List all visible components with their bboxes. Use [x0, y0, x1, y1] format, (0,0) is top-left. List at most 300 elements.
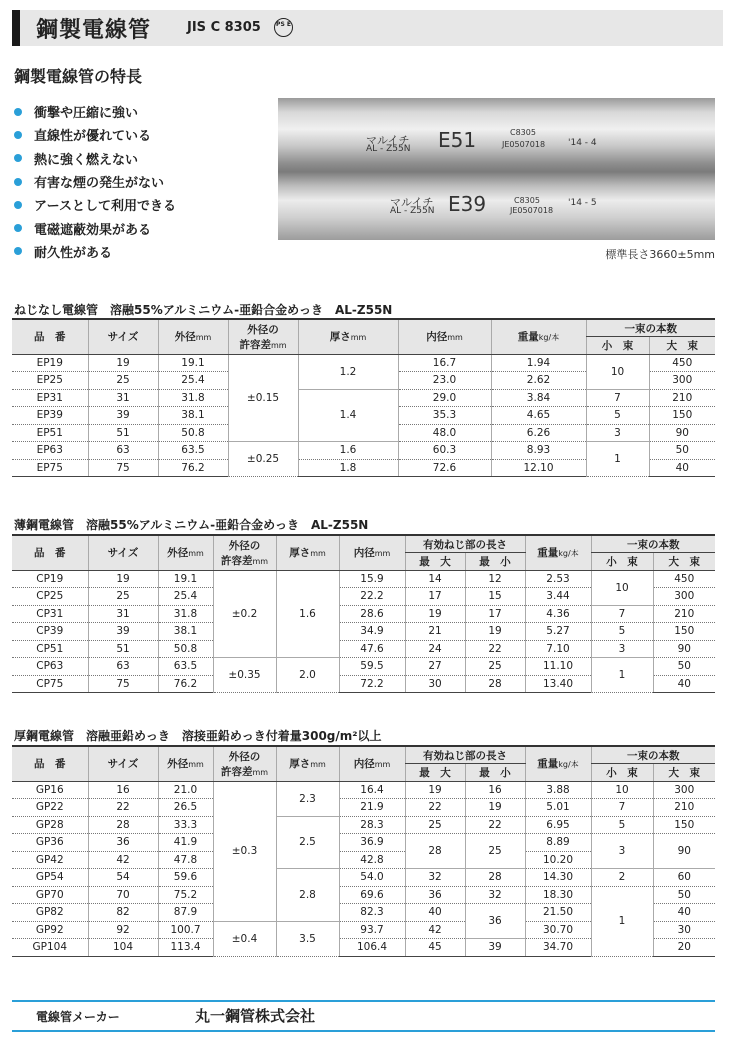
table-cell: 39: [88, 623, 158, 641]
table-cell: 3: [591, 834, 653, 869]
table-cell: 300: [649, 372, 715, 390]
table-cell: 21.50: [525, 904, 591, 922]
table-cell: 11.10: [525, 658, 591, 676]
table-cell: 29.0: [398, 389, 491, 407]
table-cell: 4.65: [491, 407, 586, 425]
table-cell: 60.3: [398, 442, 491, 460]
bullet-icon: [14, 131, 22, 139]
table-cell: CP19: [12, 570, 88, 588]
col-size: サイズ: [88, 319, 158, 354]
table-cell: ±0.2: [213, 570, 276, 658]
col-outer: 外径mm: [158, 535, 213, 570]
col-min: 最 小: [465, 764, 525, 782]
table-cell: 10: [591, 781, 653, 799]
table-cell: 28: [465, 675, 525, 693]
pipe-code: JE0507018: [510, 206, 554, 215]
table-cell: 50: [653, 886, 715, 904]
table-cell: 6.26: [491, 424, 586, 442]
table-cell: 19: [405, 605, 465, 623]
col-tolerance: 外径の 許容差mm: [213, 746, 276, 781]
table-cell: 36.9: [339, 834, 405, 852]
table-cell: EP75: [12, 459, 88, 477]
table-cell: 63.5: [158, 442, 228, 460]
table-cell: 28.3: [339, 816, 405, 834]
table-cell: ±0.3: [213, 781, 276, 921]
table-cell: CP51: [12, 640, 88, 658]
table-cell: 39: [465, 939, 525, 957]
table-cell: GP70: [12, 886, 88, 904]
list-item: 熱に強く燃えない: [14, 147, 176, 170]
col-large: 大 束: [653, 553, 715, 571]
table-cell: 40: [653, 675, 715, 693]
cp-section-title: 薄鋼電線管 溶融55%アルミニウム-亜鉛合金めっき AL-Z55N: [14, 518, 369, 532]
table-cell: 31: [88, 389, 158, 407]
table-row: [12, 816, 715, 834]
table-cell: 34.70: [525, 939, 591, 957]
table-cell: 19: [465, 799, 525, 817]
table-cell: EP19: [12, 354, 88, 372]
table-cell: 63: [88, 442, 158, 460]
table-cell: EP63: [12, 442, 88, 460]
table-cell: 34.9: [339, 623, 405, 641]
table-cell: 10.20: [525, 851, 591, 869]
table-cell: 2.5: [276, 816, 339, 869]
table-cell: 35.3: [398, 407, 491, 425]
table-cell: 28.6: [339, 605, 405, 623]
table-cell: 87.9: [158, 904, 213, 922]
pipe-jis: C8305: [510, 128, 536, 137]
table-cell: 38.1: [158, 623, 213, 641]
table-cell: 450: [653, 570, 715, 588]
table-row: [12, 570, 715, 588]
features-list: [14, 100, 176, 263]
table-cell: 50.8: [158, 640, 213, 658]
table-cell: GP54: [12, 869, 88, 887]
table-cell: 25.4: [158, 372, 228, 390]
pipe-date: '14 - 5: [568, 198, 597, 208]
col-thread: 有効ねじ部の長さ: [405, 746, 525, 764]
table-cell: 19.1: [158, 354, 228, 372]
list-item: アースとして利用できる: [14, 193, 176, 216]
gp-section-title: 厚鋼電線管 溶融亜鉛めっき 溶接亜鉛めっき付着量300g/m²以上: [14, 729, 382, 743]
table-cell: 10: [586, 354, 649, 389]
table-cell: 14: [405, 570, 465, 588]
col-inner: 内径mm: [339, 746, 405, 781]
table-cell: GP82: [12, 904, 88, 922]
table-cell: GP28: [12, 816, 88, 834]
table-cell: 93.7: [339, 921, 405, 939]
header-bar: [12, 10, 20, 46]
bullet-icon: [14, 201, 22, 209]
pipe-size: E51: [438, 128, 477, 152]
col-inner: 内径mm: [339, 535, 405, 570]
table-cell: 19: [88, 354, 158, 372]
table-cell: 14.30: [525, 869, 591, 887]
table-cell: 38.1: [158, 407, 228, 425]
table-cell: 90: [649, 424, 715, 442]
table-cell: 22.2: [339, 588, 405, 606]
footer-company: 丸一鋼管株式会社: [195, 1007, 316, 1025]
table-cell: 12: [465, 570, 525, 588]
table-cell: 30.70: [525, 921, 591, 939]
table-cell: 3.84: [491, 389, 586, 407]
col-thickness: 厚さmm: [276, 746, 339, 781]
table-cell: GP22: [12, 799, 88, 817]
table-cell: 20: [653, 939, 715, 957]
table-cell: 5: [586, 407, 649, 425]
table-cell: 50.8: [158, 424, 228, 442]
table-row: [12, 799, 715, 817]
table-cell: 25: [405, 816, 465, 834]
table-cell: 150: [653, 623, 715, 641]
table-cell: 1.8: [298, 459, 398, 477]
table-cell: 450: [649, 354, 715, 372]
photo-caption: 標準長さ3660±5mm: [605, 248, 715, 261]
table-cell: 7: [591, 605, 653, 623]
table-cell: GP104: [12, 939, 88, 957]
page-title: 鋼製電線管: [36, 18, 152, 43]
table-cell: 50: [649, 442, 715, 460]
table-cell: EP51: [12, 424, 88, 442]
table-cell: GP16: [12, 781, 88, 799]
table-cell: 42: [405, 921, 465, 939]
col-small: 小 束: [591, 764, 653, 782]
col-bundle: 一束の本数: [591, 535, 715, 553]
table-cell: CP63: [12, 658, 88, 676]
table-cell: 17: [405, 588, 465, 606]
col-size: サイズ: [88, 746, 158, 781]
table-cell: 3.44: [525, 588, 591, 606]
table-cell: GP42: [12, 851, 88, 869]
table-cell: 42.8: [339, 851, 405, 869]
col-outer: 外径mm: [158, 319, 228, 354]
footer-label: 電線管メーカー: [36, 1010, 120, 1024]
bullet-icon: [14, 247, 22, 255]
table-cell: 13.40: [525, 675, 591, 693]
table-cell: 12.10: [491, 459, 586, 477]
col-tolerance: 外径の 許容差mm: [228, 319, 298, 354]
table-cell: 3: [586, 424, 649, 442]
table-cell: 69.6: [339, 886, 405, 904]
list-item: 有害な煙の発生がない: [14, 170, 176, 193]
col-size: サイズ: [88, 535, 158, 570]
table-cell: 1: [586, 442, 649, 477]
table-cell: CP25: [12, 588, 88, 606]
table-cell: 32: [465, 886, 525, 904]
table-cell: 42: [88, 851, 158, 869]
table-cell: 1.6: [298, 442, 398, 460]
table-row: [12, 389, 715, 407]
table-cell: 4.36: [525, 605, 591, 623]
table-cell: CP75: [12, 675, 88, 693]
table-cell: 1.6: [276, 570, 339, 658]
table-cell: 51: [88, 640, 158, 658]
col-small: 小 束: [591, 553, 653, 571]
table-cell: 7: [586, 389, 649, 407]
table-cell: 2.53: [525, 570, 591, 588]
table-cell: 150: [653, 816, 715, 834]
features-title: 鋼製電線管の特長: [14, 67, 143, 86]
table-cell: 22: [405, 799, 465, 817]
table-cell: 25: [465, 834, 525, 869]
table-cell: 100.7: [158, 921, 213, 939]
table-cell: 16.4: [339, 781, 405, 799]
table-cell: 6.95: [525, 816, 591, 834]
table-cell: GP36: [12, 834, 88, 852]
col-bundle: 一束の本数: [586, 319, 715, 337]
table-cell: 2.62: [491, 372, 586, 390]
table-cell: 36: [465, 904, 525, 939]
col-max: 最 大: [405, 553, 465, 571]
col-tolerance: 外径の 許容差mm: [213, 535, 276, 570]
table-row: [12, 605, 715, 623]
table-cell: 59.5: [339, 658, 405, 676]
table-cell: 59.6: [158, 869, 213, 887]
col-weight: 重量kg/本: [525, 535, 591, 570]
table-cell: 27: [405, 658, 465, 676]
table-cell: 24: [405, 640, 465, 658]
col-inner: 内径mm: [398, 319, 491, 354]
table-row: [12, 442, 715, 460]
col-hinban: 品 番: [12, 535, 88, 570]
conduit-photo: [278, 98, 715, 240]
table-cell: 25: [88, 588, 158, 606]
gp-table: [12, 745, 715, 957]
table-cell: 47.6: [339, 640, 405, 658]
col-weight: 重量kg/本: [491, 319, 586, 354]
footer-bottom-rule: [12, 1030, 715, 1032]
pipe-brand: マルイチ: [390, 196, 434, 209]
table-cell: 90: [653, 834, 715, 869]
table-cell: 25: [88, 372, 158, 390]
table-cell: 23.0: [398, 372, 491, 390]
table-row: [12, 640, 715, 658]
table-cell: 30: [405, 675, 465, 693]
col-hinban: 品 番: [12, 746, 88, 781]
table-cell: 90: [653, 640, 715, 658]
table-cell: 19: [88, 570, 158, 588]
table-cell: 2: [591, 869, 653, 887]
table-cell: 2.3: [276, 781, 339, 816]
pipe-brand: マルイチ: [366, 134, 410, 147]
list-item: 衝撃や圧縮に強い: [14, 100, 176, 123]
list-item: 電磁遮蔽効果がある: [14, 216, 176, 239]
pipe-grade: AL - Z55N: [366, 144, 411, 154]
table-cell: 60: [653, 869, 715, 887]
table-cell: 1: [591, 658, 653, 693]
pipe-date: '14 - 4: [568, 138, 597, 148]
table-cell: 22: [88, 799, 158, 817]
table-cell: 5.01: [525, 799, 591, 817]
table-cell: 50: [653, 658, 715, 676]
table-row: [12, 834, 715, 852]
table-cell: 15.9: [339, 570, 405, 588]
col-bundle: 一束の本数: [591, 746, 715, 764]
table-cell: 8.89: [525, 834, 591, 852]
table-cell: 22: [465, 640, 525, 658]
table-cell: 76.2: [158, 459, 228, 477]
table-cell: 48.0: [398, 424, 491, 442]
table-cell: CP39: [12, 623, 88, 641]
table-cell: 210: [653, 605, 715, 623]
col-thickness: 厚さmm: [276, 535, 339, 570]
pipe-code: JE0507018: [502, 140, 546, 149]
table-cell: 41.9: [158, 834, 213, 852]
table-cell: 28: [465, 869, 525, 887]
table-cell: 1.94: [491, 354, 586, 372]
col-max: 最 大: [405, 764, 465, 782]
page-header: [12, 10, 723, 46]
table-cell: 51: [88, 424, 158, 442]
table-cell: 1.4: [298, 389, 398, 442]
table-cell: 18.30: [525, 886, 591, 904]
table-cell: 30: [653, 921, 715, 939]
table-cell: 92: [88, 921, 158, 939]
table-row: [12, 869, 715, 887]
table-cell: 25.4: [158, 588, 213, 606]
table-row: [12, 658, 715, 676]
table-cell: 300: [653, 781, 715, 799]
table-row: [12, 354, 715, 372]
col-thickness: 厚さmm: [298, 319, 398, 354]
table-cell: 19: [465, 623, 525, 641]
bullet-icon: [14, 108, 22, 116]
table-cell: 210: [649, 389, 715, 407]
pse-mark-icon: PS E: [274, 18, 293, 37]
table-cell: 54.0: [339, 869, 405, 887]
table-cell: 16.7: [398, 354, 491, 372]
table-cell: 36: [405, 886, 465, 904]
table-cell: EP25: [12, 372, 88, 390]
table-cell: EP31: [12, 389, 88, 407]
table-cell: 2.8: [276, 869, 339, 922]
table-cell: 70: [88, 886, 158, 904]
table-cell: 19.1: [158, 570, 213, 588]
cp-table: [12, 534, 715, 693]
table-cell: 7.10: [525, 640, 591, 658]
footer-top-rule: [12, 1000, 715, 1002]
table-cell: 300: [653, 588, 715, 606]
jis-standard: JIS C 8305: [187, 20, 261, 35]
table-cell: 75: [88, 459, 158, 477]
table-cell: ±0.25: [228, 442, 298, 477]
col-thread: 有効ねじ部の長さ: [405, 535, 525, 553]
table-cell: 31.8: [158, 389, 228, 407]
table-cell: 31.8: [158, 605, 213, 623]
table-cell: 21: [405, 623, 465, 641]
table-cell: 16: [465, 781, 525, 799]
col-large: 大 束: [653, 764, 715, 782]
table-cell: 22: [465, 816, 525, 834]
table-cell: 26.5: [158, 799, 213, 817]
list-item: 直線性が優れている: [14, 123, 176, 146]
table-cell: 210: [653, 799, 715, 817]
col-outer: 外径mm: [158, 746, 213, 781]
table-cell: 3.5: [276, 921, 339, 956]
table-cell: 40: [405, 904, 465, 922]
col-large: 大 束: [649, 337, 715, 355]
table-cell: GP92: [12, 921, 88, 939]
table-cell: 17: [465, 605, 525, 623]
ep-table: [12, 318, 715, 477]
pipe-jis: C8305: [514, 196, 540, 205]
table-cell: 82: [88, 904, 158, 922]
col-min: 最 小: [465, 553, 525, 571]
bullet-icon: [14, 224, 22, 232]
bullet-icon: [14, 154, 22, 162]
table-cell: 15: [465, 588, 525, 606]
table-cell: 5: [591, 816, 653, 834]
table-cell: 40: [649, 459, 715, 477]
list-item: 耐久性がある: [14, 240, 176, 263]
table-cell: 72.2: [339, 675, 405, 693]
table-cell: 63.5: [158, 658, 213, 676]
col-small: 小 束: [586, 337, 649, 355]
table-cell: 19: [405, 781, 465, 799]
table-cell: CP31: [12, 605, 88, 623]
table-cell: 21.0: [158, 781, 213, 799]
table-cell: 75.2: [158, 886, 213, 904]
col-weight: 重量kg/本: [525, 746, 591, 781]
table-cell: 47.8: [158, 851, 213, 869]
table-cell: 75: [88, 675, 158, 693]
table-cell: 10: [591, 570, 653, 605]
table-cell: 31: [88, 605, 158, 623]
table-cell: EP39: [12, 407, 88, 425]
table-cell: 1: [591, 886, 653, 956]
table-cell: 104: [88, 939, 158, 957]
ep-section-title: ねじなし電線管 溶融55%アルミニウム-亜鉛合金めっき AL-Z55N: [14, 303, 393, 317]
table-cell: 2.0: [276, 658, 339, 693]
table-cell: 150: [649, 407, 715, 425]
table-cell: 3: [591, 640, 653, 658]
table-row: [12, 781, 715, 799]
table-cell: 76.2: [158, 675, 213, 693]
table-cell: 45: [405, 939, 465, 957]
table-cell: 72.6: [398, 459, 491, 477]
table-cell: 28: [88, 816, 158, 834]
table-cell: ±0.15: [228, 354, 298, 442]
table-cell: ±0.35: [213, 658, 276, 693]
table-cell: 32: [405, 869, 465, 887]
table-cell: 36: [88, 834, 158, 852]
table-cell: 39: [88, 407, 158, 425]
table-cell: 5: [591, 623, 653, 641]
table-row: [12, 886, 715, 904]
table-cell: 63: [88, 658, 158, 676]
table-row: [12, 623, 715, 641]
table-cell: 16: [88, 781, 158, 799]
table-cell: 54: [88, 869, 158, 887]
table-cell: 33.3: [158, 816, 213, 834]
table-cell: ±0.4: [213, 921, 276, 956]
table-cell: 7: [591, 799, 653, 817]
table-cell: 40: [653, 904, 715, 922]
table-cell: 8.93: [491, 442, 586, 460]
table-cell: 3.88: [525, 781, 591, 799]
table-cell: 106.4: [339, 939, 405, 957]
table-cell: 5.27: [525, 623, 591, 641]
table-cell: 1.2: [298, 354, 398, 389]
table-cell: 21.9: [339, 799, 405, 817]
bullet-icon: [14, 178, 22, 186]
table-cell: 25: [465, 658, 525, 676]
table-cell: 82.3: [339, 904, 405, 922]
col-hinban: 品 番: [12, 319, 88, 354]
table-cell: 28: [405, 834, 465, 869]
pipe-size: E39: [448, 192, 487, 216]
pipe-grade: AL - Z55N: [390, 206, 435, 216]
